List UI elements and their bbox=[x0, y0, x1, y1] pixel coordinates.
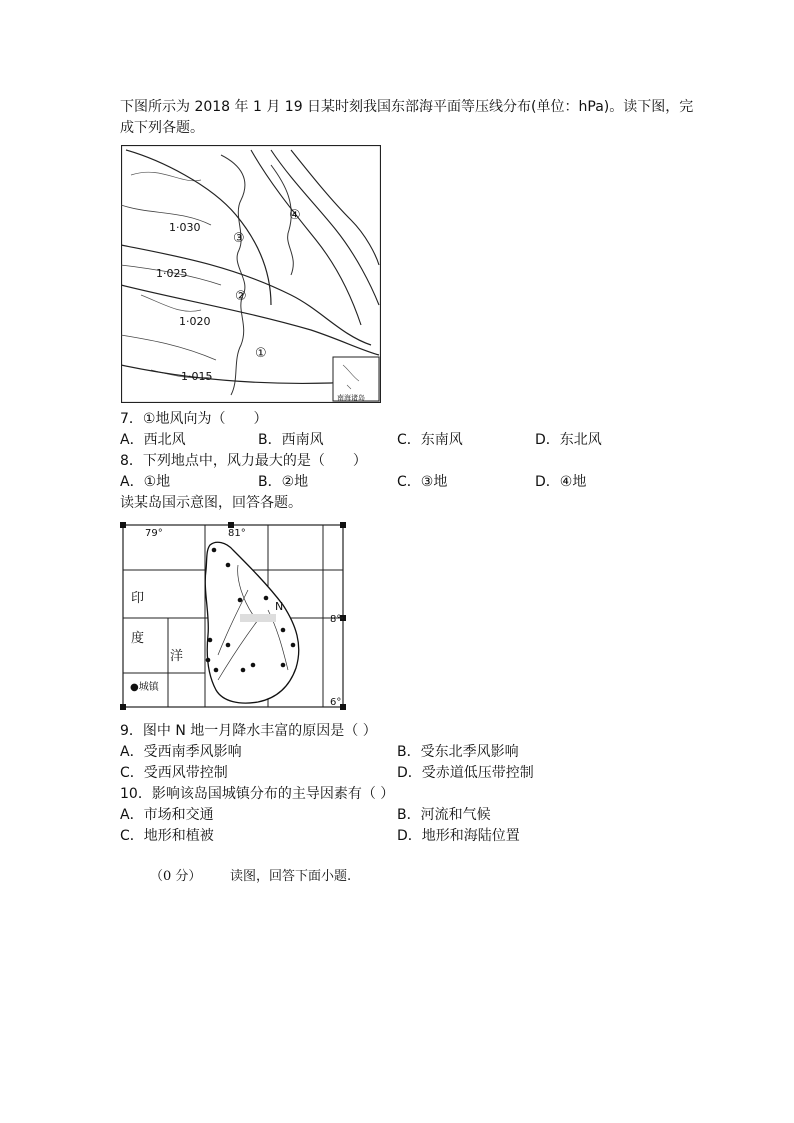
isobar-label-1030: 1·030 bbox=[169, 221, 201, 234]
q10-option-b[interactable]: B．河流和气候 bbox=[397, 807, 491, 823]
q7-stem: 7．①地风向为（ ） bbox=[120, 411, 268, 427]
q9-option-b[interactable]: B．受东北季风影响 bbox=[397, 744, 519, 760]
q7-option-a[interactable]: A．西北风 bbox=[120, 432, 186, 448]
intro-2: 读某岛国示意图，回答各题。 bbox=[120, 495, 302, 511]
inset-label: 南海诸岛 bbox=[337, 394, 365, 402]
intro-line-1: 下图所示为 2018 年 1 月 19 日某时刻我国东部海平面等压线分布(单位：hPa)。读下图，完 bbox=[120, 99, 694, 115]
intro-line-2: 成下列各题。 bbox=[120, 120, 204, 136]
q7-option-b[interactable]: B．西南风 bbox=[258, 432, 324, 448]
ocean-char-2: 度 bbox=[131, 631, 145, 646]
q7-option-d[interactable]: D．东北风 bbox=[535, 432, 602, 448]
legend-town: ●城镇 bbox=[130, 682, 159, 693]
map-point-1: ① bbox=[255, 346, 267, 361]
lat-label-8: 8° bbox=[330, 614, 342, 625]
lat-label-6: 6° bbox=[330, 697, 342, 708]
isobar-label-1025: 1·025 bbox=[156, 267, 188, 280]
map-point-3: ③ bbox=[233, 231, 245, 246]
lon-label-81: 81° bbox=[228, 528, 246, 539]
isobar-label-1015: 1·015 bbox=[181, 370, 213, 383]
q9-option-c[interactable]: C．受西风带控制 bbox=[120, 765, 228, 781]
point-n-label: N bbox=[275, 600, 284, 613]
q8-option-d[interactable]: D．④地 bbox=[535, 474, 587, 490]
q7-option-c[interactable]: C．东南风 bbox=[397, 432, 463, 448]
q8-option-c[interactable]: C．③地 bbox=[397, 474, 448, 490]
q10-option-a[interactable]: A．市场和交通 bbox=[120, 807, 214, 823]
q10-stem: 10．影响该岛国城镇分布的主导因素有（ ） bbox=[120, 786, 395, 802]
ocean-char-3: 洋 bbox=[170, 649, 184, 664]
isobar-label-1020: 1·020 bbox=[179, 315, 211, 328]
section-instruction: 读图，回答下面小题. bbox=[230, 869, 352, 884]
map-point-2: ② bbox=[235, 289, 247, 304]
q10-option-c[interactable]: C．地形和植被 bbox=[120, 828, 214, 844]
q8-option-a[interactable]: A．①地 bbox=[120, 474, 171, 490]
ocean-char-1: 印 bbox=[131, 591, 145, 606]
isobar-map bbox=[121, 145, 381, 403]
q8-stem: 8．下列地点中，风力最大的是（ ） bbox=[120, 453, 367, 469]
q10-option-d[interactable]: D．地形和海陆位置 bbox=[397, 828, 520, 844]
q9-stem: 9．图中 N 地一月降水丰富的原因是（ ） bbox=[120, 723, 377, 739]
q9-option-a[interactable]: A．受西南季风影响 bbox=[120, 744, 242, 760]
q8-option-b[interactable]: B．②地 bbox=[258, 474, 309, 490]
q9-option-d[interactable]: D．受赤道低压带控制 bbox=[397, 765, 534, 781]
section-score: （0 分） bbox=[150, 869, 202, 884]
map-point-4: ④ bbox=[289, 208, 301, 223]
lon-label-79: 79° bbox=[145, 528, 163, 539]
island-map bbox=[118, 520, 348, 712]
